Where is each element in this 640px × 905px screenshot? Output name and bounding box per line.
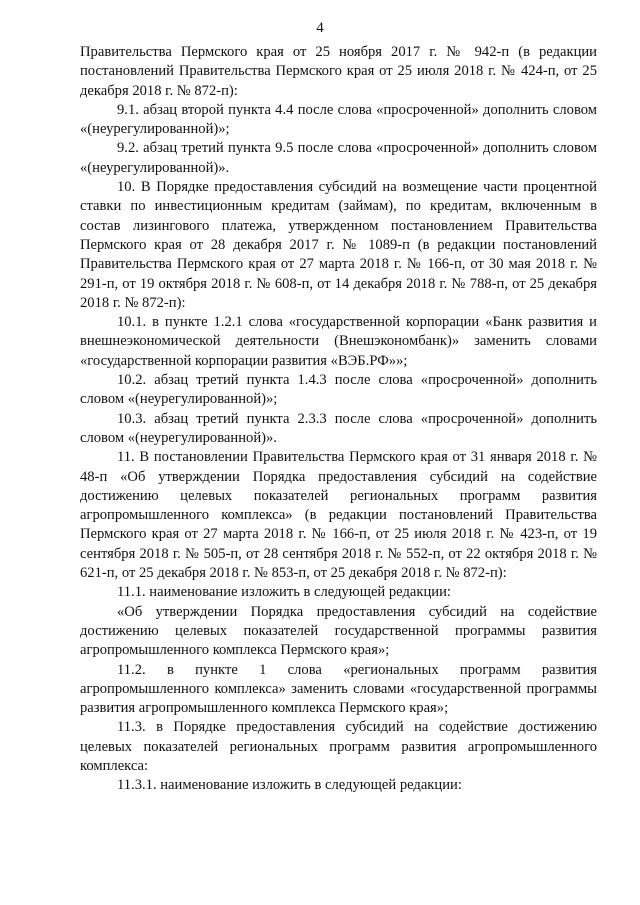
paragraph-9-2: 9.2. абзац третий пункта 9.5 после слова «просроченной» дополнить словом «(неурегулированной)». <box>80 140 597 176</box>
paragraph-10-3: 10.3. абзац третий пункта 2.3.3 после слова «просроченной» дополнить словом «(неурегулированной)». <box>80 410 597 446</box>
paragraph-11-3: 11.3. в Порядке предоставления субсидий на содействие достижению целевых показателей региональных программ развития агропромышленного комплекса: <box>80 719 597 774</box>
paragraph-11-1-quote: «Об утверждении Порядка предоставления субсидий на содействие достижению целевых показателей государственной программы развития агропромышленного комплекса Пермского края»; <box>80 603 597 659</box>
paragraph-11-1: 11.1. наименование изложить в следующей редакции: <box>117 584 451 601</box>
paragraph-continuation: Правительства Пермского края от 25 ноября 2017 г. № 942-п (в редакции постановлений Правительства Пермского края от 25 июля 2018 г. № 424-п, от 25 декабря 2018 г. № 872-п): <box>80 44 597 99</box>
paragraph-11-2: 11.2. в пункте 1 слова «региональных программ развития агропромышленного комплекса» заменить словами «государственной программы развития агропромышленного комплекса Пермского края»; <box>80 661 597 717</box>
paragraph-10-2: 10.2. абзац третий пункта 1.4.3 после слова «просроченной» дополнить словом «(неурегулированной)»; <box>80 372 597 408</box>
paragraph-11: 11. В постановлении Правительства Пермского края от 31 января 2018 г. № 48-п «Об утверждении Порядка предоставления субсидий на содействие достижению целевых показателей региональных программ развития агропромышленного комплекса» (в редакции постановлений Правительства Пермского края от 27 марта 2018 г. № 166-п, от 25 июля 2018 г. № 423-п, от 19 сентября 2018 г. № 505-п, от 28 сентября 2018 г. № 552-п, от 22 октября 2018 г. № 621-п, от 25 декабря 2018 г. № 853-п, от 25 декабря 2018 г. № 872-п): <box>80 449 597 582</box>
paragraph-10: 10. В Порядке предоставления субсидий на возмещение части процентной ставки по инвестиционным кредитам (займам), по кредитам, включенным в состав лизингового платежа, утвержденном постановлением Правительства Пермского края от 28 декабря 2017 г. № 1089-п (в редакции постановлений Правительства Пермского края от 27 марта 2018 г. № 166-п, от 30 мая 2018 г. № 291-п, от 19 октября 2018 г. № 608-п, от 14 декабря 2018 г. № 788-п, от 25 декабря 2018 г. № 872-п): <box>80 179 597 311</box>
paragraph-11-3-1: 11.3.1. наименование изложить в следующей редакции: <box>117 777 462 794</box>
document-body <box>80 43 597 796</box>
paragraph-9-1: 9.1. абзац второй пункта 4.4 после слова «просроченной» дополнить словом «(неурегулированной)»; <box>80 101 597 138</box>
page-number: 4 <box>316 20 324 36</box>
paragraph-10-1: 10.1. в пункте 1.2.1 слова «государственной корпорации «Банк развития и внешнеэкономической деятельности (Внешэкономбанк)» заменить словами «государственной корпорации развития «ВЭБ.РФ»»; <box>80 314 597 369</box>
